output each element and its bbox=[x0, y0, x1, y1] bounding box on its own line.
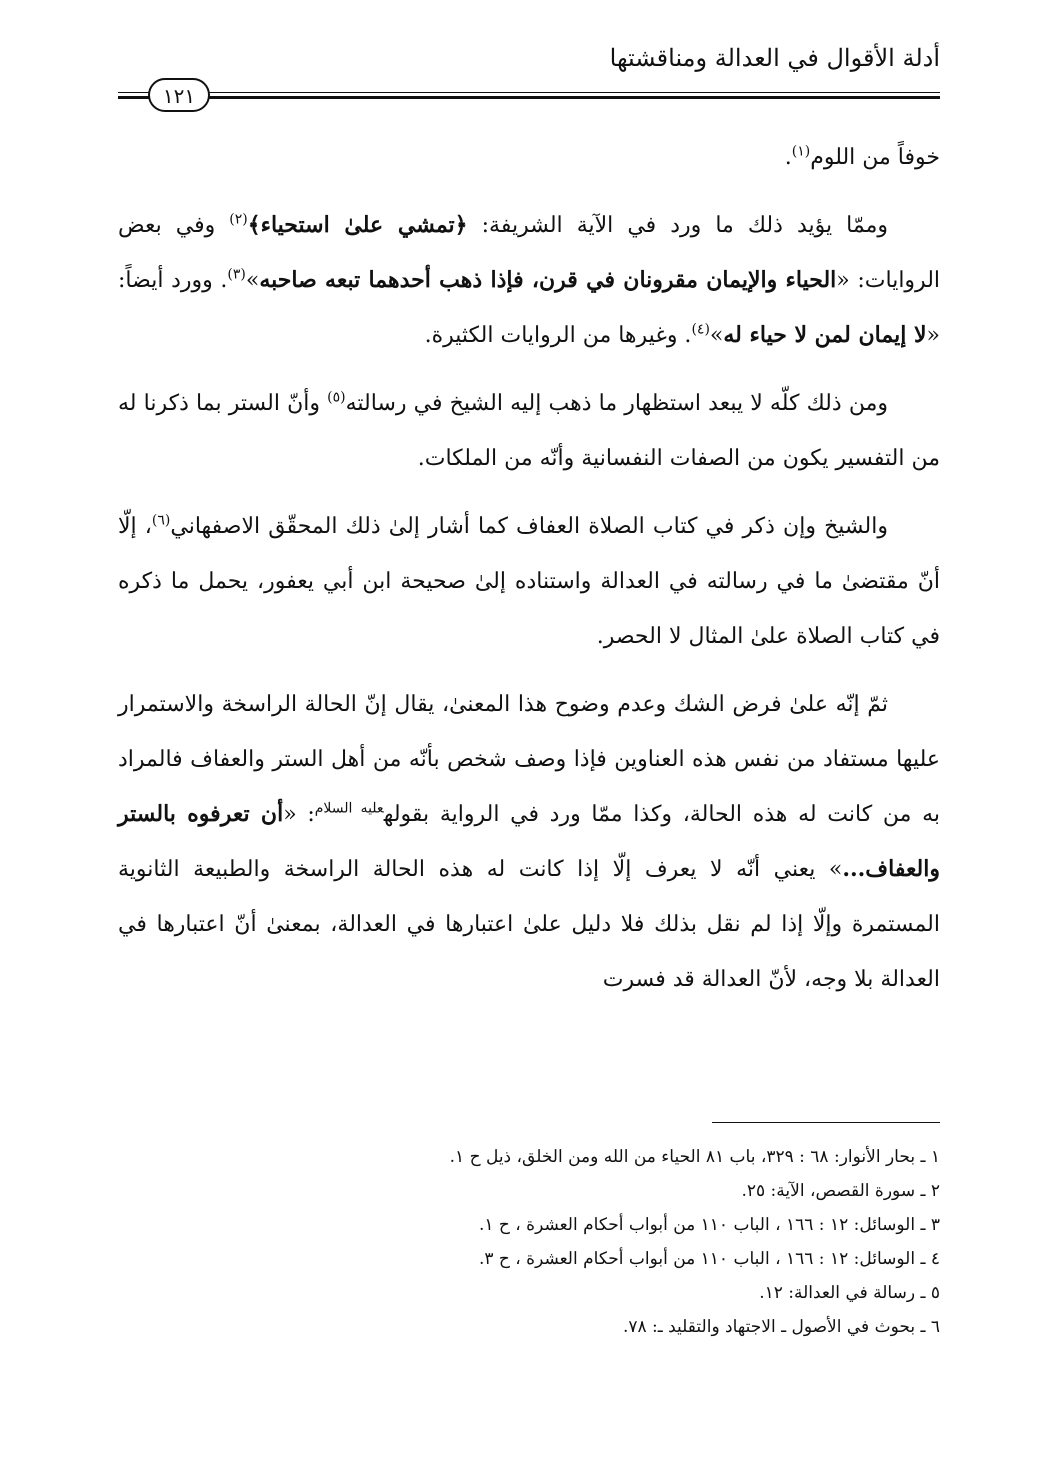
paragraph-2: وممّا يؤيد ذلك ما ورد في الآية الشريفة: ﴿تمشي علىٰ استحياء﴾$^{(٢)}$ وفي بعض الروايات: «الحياء والإيمان مقرونان في قرن، فإذا ذهب أحدهما تبعه صاحبه»$^{(٣)}$. وورد أيضاً: «لا إيمان لمن لا حياء له»$^{(٤)}$. وغيرها من الروايات الكثيرة. bbox=[118, 211, 941, 348]
footnote-5: ٥ ـ رسالة في العدالة: ١٢. bbox=[759, 1283, 940, 1303]
footnote-separator bbox=[712, 1122, 940, 1123]
footnote-6: ٦ ـ بحوث في الأصول ـ الاجتهاد والتقليد ـ: ٧٨. bbox=[622, 1317, 940, 1337]
hadith-quote-1: الحياء والإيمان مقرونان في قرن، فإذا ذهب أحدهما تبعه صاحبه bbox=[259, 267, 837, 293]
running-header-title: أدلة الأقوال في العدالة ومناقشتها bbox=[609, 44, 940, 72]
paragraph-4: والشيخ وإن ذكر في كتاب الصلاة العفاف كما أشار إلىٰ ذلك المحقّق الاصفهاني$^{(٦)}$، إلّا أنّ مقتضىٰ ما في رسالته في العدالة واستناده إلىٰ صحيحة ابن أبي يعفور، يحمل ما ذكره في كتاب الصلاة علىٰ المثال لا الحصر. bbox=[118, 512, 940, 649]
paragraph-5: ثمّ إنّه علىٰ فرض الشك وعدم وضوح هذا المعنىٰ، يقال إنّ الحالة الراسخة والاستمرار عليها مستفاد من نفس هذه العناوين فإذا وصف شخص بأنّه من أهل الستر والعفاف فالمراد به من كانت له هذه الحالة، وكذا ممّا ورد في الرواية بقوله$^{عليه السلام}$: «أن تعرفوه بالستر والعفاف...» يعني أنّه لا يعرف إلّا إذا كانت له هذه الحالة الراسخة والطبيعة الثانوية المستمرة وإلّا إذا لم نقل بذلك فلا دليل علىٰ اعتبارها في العدالة، بمعنىٰ أنّ اعتبارها في العدالة بلا وجه، لأنّ العدالة قد فسرت bbox=[118, 692, 940, 992]
header-rule-thin bbox=[118, 92, 940, 93]
footnote-2: ٢ ـ سورة القصص، الآية: ٢٥. bbox=[741, 1181, 940, 1201]
footnote-ref-3[interactable]: (٣) bbox=[227, 266, 246, 283]
footnote-ref-1[interactable]: (١) bbox=[791, 143, 811, 160]
footnote-3: ٣ ـ الوسائل: ١٢ : ١٦٦ ، الباب ١١٠ من أبواب أحكام العشرة ، ح ١. bbox=[478, 1215, 940, 1235]
paragraph-3: ومن ذلك كلّه لا يبعد استظهار ما ذهب إليه الشيخ في رسالته$^{(٥)}$ وأنّ الستر بما ذكرنا له من التفسير يكون من الصفات النفسانية وأنّه من الملكات. bbox=[118, 389, 940, 471]
page-number: ١٢١ bbox=[148, 78, 210, 112]
footnote-1: ١ ـ بحار الأنوار: ٦٨ : ٣٢٩، باب ٨١ الحياء من الله ومن الخلق، ذيل ح ١. bbox=[449, 1147, 940, 1167]
footnotes bbox=[118, 1140, 940, 1344]
main-text bbox=[118, 130, 940, 1020]
header-rule-thick bbox=[118, 96, 940, 99]
hadith-quote-2: لا إيمان لمن لا حياء له bbox=[723, 322, 927, 348]
footnote-ref-6[interactable]: (٦) bbox=[151, 512, 171, 529]
honorific-glyph: عليه السلام bbox=[314, 800, 384, 817]
quran-verse: ﴿تمشي علىٰ استحياء﴾ bbox=[247, 212, 468, 238]
footnote-ref-5[interactable]: (٥) bbox=[327, 389, 346, 406]
hadith-quote-3: أن تعرفوه بالستر والعفاف... bbox=[118, 801, 940, 882]
footnote-4: ٤ ـ الوسائل: ١٢ : ١٦٦ ، الباب ١١٠ من أبواب أحكام العشرة ، ح ٣. bbox=[478, 1249, 940, 1269]
paragraph-1: خوفاً من اللوم$^{(١)}$. bbox=[784, 143, 940, 170]
footnote-ref-2[interactable]: (٢) bbox=[229, 211, 248, 228]
footnote-ref-4[interactable]: (٤) bbox=[691, 321, 710, 338]
